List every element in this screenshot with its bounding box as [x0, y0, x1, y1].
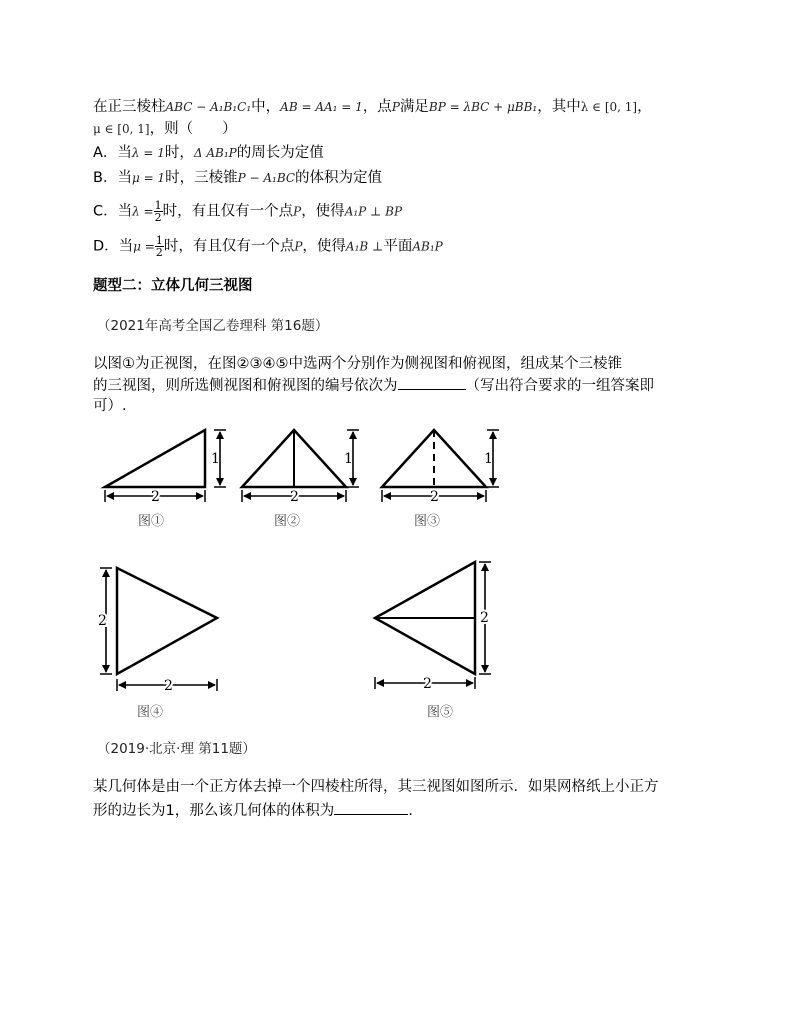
fraction-one-half: $\frac{1}{2}$	[155, 234, 163, 259]
fig5-shape	[375, 562, 475, 674]
q1-option-a: A．当λ = 1时，Δ AB₁P的周长为定值	[93, 145, 324, 161]
figure-1	[95, 420, 235, 536]
fig5-caption: 图⑤	[427, 705, 454, 720]
fig2-height-label: 1	[344, 451, 353, 467]
q2-line3: 可）.	[93, 398, 127, 414]
fig1-width-label: 2	[151, 489, 160, 505]
q3-source: （2019·北京·理 第11题）	[97, 741, 256, 757]
fraction-one-half: $\frac{1}{2}$	[154, 199, 162, 224]
fig3-caption: 图③	[414, 514, 441, 529]
fig5-width-label: 2	[423, 676, 432, 692]
fig4-width-label: 2	[164, 678, 173, 694]
figure-3	[372, 420, 512, 536]
fig2-caption: 图②	[274, 514, 301, 529]
fig3-width-label: 2	[430, 489, 439, 505]
q1-option-b: B．当μ = 1时，三棱锥P − A₁BC的体积为定值	[93, 170, 383, 186]
section-heading: 题型二：立体几何三视图	[93, 278, 253, 294]
fig2-shape	[242, 430, 346, 487]
q1-stem-line1: 在正三棱柱ABC − A₁B₁C₁中，AB = AA₁ = 1，点P满足BP = λBC + μBB₁，其中λ ∈ [0, 1]，	[93, 99, 652, 115]
q2-line1: 以图①为正视图，在图②③④⑤中选两个分别作为侧视图和俯视图，组成某个三棱锥	[93, 356, 622, 372]
q3-line2: 形的边长为1，那么该几何体的体积为 .	[93, 800, 413, 821]
fig2-width-label: 2	[290, 489, 299, 505]
fig1-shape	[105, 430, 205, 487]
figure-4	[90, 560, 230, 724]
fig1-height-label: 1	[211, 451, 220, 467]
q1-option-d: D．当μ = $\frac{1}{2}$ 时，有且仅有一个点P，使得A₁B ⊥平面AB₁P	[93, 234, 443, 259]
fig4-shape	[117, 568, 217, 674]
fig5-height-label: 2	[480, 610, 489, 626]
q1-option-c: C．当λ = $\frac{1}{2}$ 时，有且仅有一个点P，使得A₁P ⊥ BP	[93, 199, 403, 224]
vector-equation: BP = λBC + μBB₁	[428, 100, 538, 114]
q2-line2: 的三视图，则所选侧视图和俯视图的编号依次为 （写出符合要求的一组答案即	[93, 375, 654, 396]
answer-blank[interactable]	[334, 800, 408, 815]
q3-line1: 某几何体是由一个正方体去掉一个四棱柱所得，其三视图如图所示．如果网格纸上小正方	[93, 779, 659, 795]
figure-5	[365, 560, 505, 724]
answer-blank[interactable]	[398, 375, 466, 390]
fig4-height-label: 2	[98, 613, 107, 629]
figure-2	[232, 420, 372, 536]
q1-stem-line2: μ ∈ [0, 1]，则（ ）	[93, 121, 237, 137]
q2-source: （2021年高考全国乙卷理科 第16题）	[97, 318, 329, 334]
fig1-caption: 图①	[138, 514, 165, 529]
fig3-shape	[382, 430, 486, 487]
fig3-height-label: 1	[484, 451, 493, 467]
fig4-caption: 图④	[137, 705, 164, 720]
